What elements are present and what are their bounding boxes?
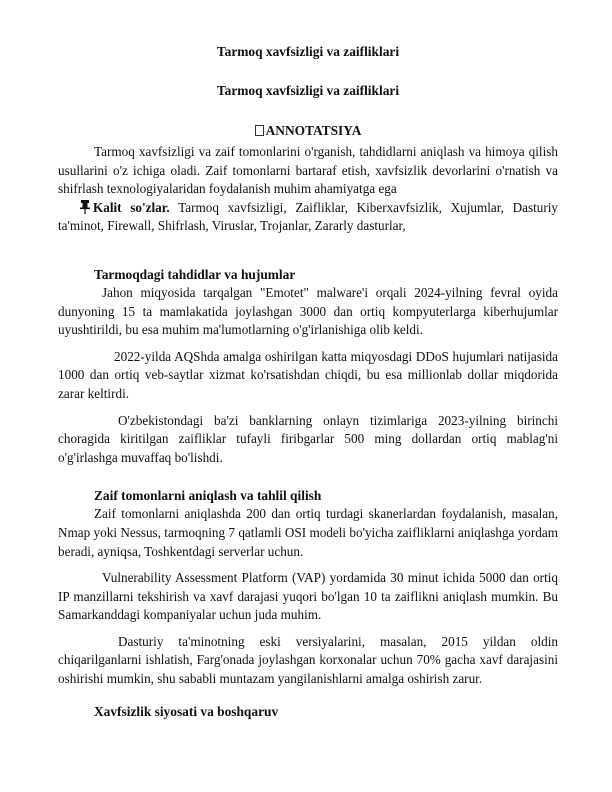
section-paragraph: Vulnerability Assessment Platform (VAP) yordamida 30 minut ichida 5000 dan ortiq IP manzillarni tekshirish va xavf darajasi yuqori bo'lgan 10 ta zaiflikni aniqlash mumkin. Bu Samarkanddagi kompaniyalar uchun juda muhim. bbox=[58, 570, 558, 623]
section-heading-threats: Tarmoqdagi tahdidlar va hujumlar bbox=[94, 266, 296, 282]
document-subtitle: Tarmoq xavfsizligi va zaifliklari bbox=[216, 83, 400, 98]
section-paragraph: Dasturiy ta'minotning eski versiyalarini, masalan, 2015 yildan oldin chiqarilganlarni ishlatish, Farg'onada joylashgan korxonalar uchun 70% gacha xavf darajasini oshirishi mumkin, shu sababli muntazam yangilanishlarni amalga oshirish zarur. bbox=[58, 633, 558, 687]
section-heading-vulnerabilities: Zaif tomonlarni aniqlash va tahlil qilish bbox=[94, 488, 322, 504]
pushpin-icon bbox=[80, 200, 90, 214]
annotation-heading-text: ANNOTATSIYA bbox=[265, 123, 362, 138]
annotation-heading bbox=[58, 123, 558, 139]
keywords-list: Tarmoq xavfsizligi, Zaifliklar, Kiberxavfsizlik, Xujumlar, Dasturiy ta'minot, Firewall, Shifrlash, Viruslar, Trojanlar, Zararly dasturlar, bbox=[58, 199, 558, 234]
section-paragraph: O'zbekistondagi ba'zi banklarning onlayn tizimlariga 2023-yilning birinchi choragida kiritilgan zaifliklar tufayli firibgarlar 500 ming dollardan ortiq mablag'ni o'g'irlashga muvaffaq bo'lishdi. bbox=[58, 412, 558, 465]
keywords-label: Kalit so'zlar. bbox=[93, 199, 170, 215]
section-heading-policy: Xavfsizlik siyosati va boshqaruv bbox=[94, 703, 279, 719]
section-paragraph: Jahon miqyosida tarqalgan "Emotet" malware'i orqali 2024-yilning fevral oyida dunyoning 15 ta mamlakatida joylashgan 3000 dan ortiq kompyuterlarga kiberhujumlar uyushtirildi, bu esa muhim ma'lumotlarning o'g'irlanishiga olib keldi. bbox=[58, 284, 558, 338]
section-paragraph: Zaif tomonlarni aniqlashda 200 dan ortiq turdagi skanerlardan foydalanish, masalan, Nmap yoki Nessus, tarmoqning 7 qatlamli OSI modeli bo'yicha zaifliklarni aniqlashga yordam beradi, ayniqsa, Toshkentdagi serverlar uchun. bbox=[58, 506, 558, 559]
annotation-paragraph: Tarmoq xavfsizligi va zaif tomonlarini o'rganish, tahdidlarni aniqlash va himoya qilish usullarini o'z ichiga oladi. Zaif tomonlarni bartaraf etish, xavfsizlik devorlarini o'rnatish va shifrlash texnologiyalaridan foydalanish muhim ahamiyatga ega bbox=[58, 144, 558, 197]
document-title: Tarmoq xavfsizligi va zaifliklari bbox=[216, 44, 400, 59]
missing-glyph-icon bbox=[255, 125, 264, 136]
keywords-paragraph bbox=[58, 199, 558, 236]
section-paragraph: 2022-yilda AQShda amalga oshirilgan katta miqyosdagi DDoS hujumlari natijasida 1000 dan ortiq veb-saytlar xizmat ko'rsatishdan chiqdi, bu esa millionlab dollar miqdorida zarar keltirdi. bbox=[58, 348, 558, 401]
